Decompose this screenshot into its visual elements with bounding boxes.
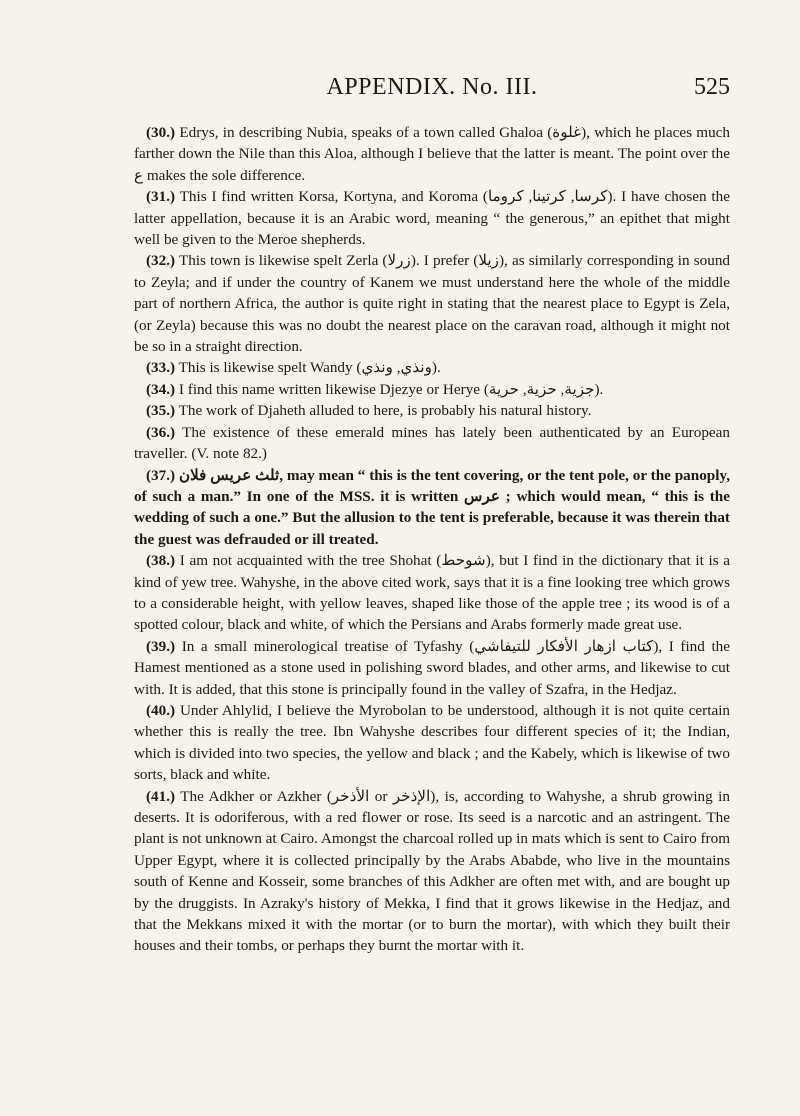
note-text: I am not acquainted with the tree Shohat (شوحط), but I find in the dictionary that it is a kind of yew tree. Wahyshe, in the above cited work, says that it is a fine looking tree which grows to a considerable height, with yellow leaves, shaped like those of the apple tree ; its wood is of a spotted colour, black and white, of which the Persians and Arabs formerly made great use. <box>134 552 730 634</box>
note-number: (30.) <box>146 124 176 141</box>
note-32 <box>134 250 730 357</box>
note-38 <box>134 550 730 636</box>
running-header <box>134 72 730 102</box>
note-30 <box>134 122 730 186</box>
note-number: (39.) <box>146 637 176 655</box>
note-39 <box>134 636 730 700</box>
note-number: (33.) <box>146 359 176 377</box>
note-36 <box>134 422 730 465</box>
page-number: 525 <box>694 74 730 100</box>
note-text: This I find written Korsa, Kortyna, and Koroma (كرسا, كرتينا, كروما). I have chosen the latter appellation, because it is an Arabic word, meaning “ the generous,” an epithet that might well be given to the Meroe shepherds. <box>134 188 730 249</box>
notes-body <box>134 122 730 1097</box>
note-number: (37.) <box>146 466 176 484</box>
note-37 <box>134 465 730 551</box>
note-text: ثلث عريس فلان, may mean “ this is the tent covering, or the tent pole, or the panoply, of such a man.” In one of the MSS. it is written عرس ; which would mean, “ this is the wedding of such a one.” But the allusion to the tent is preferable, because it was therein that the guest was defrauded or ill treated. <box>134 466 730 548</box>
note-number: (31.) <box>146 188 176 206</box>
note-text: This is likewise spelt Wandy (ونذي, ونذي). <box>178 359 441 377</box>
note-number: (35.) <box>146 402 176 420</box>
header-title: APPENDIX. No. III. <box>326 74 538 100</box>
note-text: I find this name written likewise Djezye or Herye (جزية, حزية, حرية). <box>178 380 604 398</box>
note-41 <box>134 786 730 957</box>
note-number: (36.) <box>146 423 176 441</box>
note-text: Edrys, in describing Nubia, speaks of a town called Ghaloa (غلوة), which he places much farther down the Nile than this Aloa, although I believe that the latter is meant. The point over the ع makes the sole difference. <box>134 124 730 184</box>
note-number: (38.) <box>146 552 176 570</box>
note-text: The work of Djaheth alluded to here, is probably his natural history. <box>178 402 592 420</box>
note-number: (41.) <box>146 787 176 805</box>
note-33 <box>134 357 730 378</box>
note-number: (32.) <box>146 252 176 270</box>
note-number: (34.) <box>146 380 176 398</box>
note-31 <box>134 186 730 250</box>
note-text: In a small minerological treatise of Tyfashy (كتاب ازهار الأفكار للتيفاشي), I find the Hamest mentioned as a stone used in polishing sword blades, and other arms, and likewise to cut with. It is added, that this stone is principally found in the valley of Szafra, in the Hedjaz. <box>134 637 730 698</box>
note-text: The existence of these emerald mines has lately been authenticated by an European traveller. (V. note 82.) <box>134 423 730 463</box>
note-number: (40.) <box>146 701 176 719</box>
note-text: This town is likewise spelt Zerla (زرلا). I prefer (زيلا), as similarly corresponding in sound to Zeyla; and if under the country of Kanem we must understand here the whole of the middle part of northern Africa, the author is quite right in stating that the nearest place to Egypt is Zela, (or Zeyla) because this was no doubt the nearest place on the caravan road, although it might not be so in a straight direction. <box>134 252 730 356</box>
note-34 <box>134 379 730 400</box>
note-text: Under Ahlylid, I believe the Myrobolan to be understood, although it is not quite certain whether this is really the tree. Ibn Wahyshe describes four different species of it; the Indian, which is divided into two species, the yellow and black ; and the Kabely, which is likewise of two sorts, black and white. <box>134 701 730 784</box>
note-40 <box>134 700 730 786</box>
note-text: The Adkher or Azkher (الأذخر or الإذخر), is, according to Wahyshe, a shrub growing in deserts. It is odoriferous, with a red flower or rose. Its seed is a narcotic and an astringent. The plant is not unknown at Cairo. Amongst the charcoal rolled up in mats which is sent to Cairo from Upper Egypt, where it is collected principally by the Arabs Ababde, who live in the mountains south of Kenne and Kosseir, some branches of this Adkher are often met with, and are bought up by the druggists. In Azraky's history of Mekka, I find that it grows likewise in the Hedjaz, and that the Mekkans mixed it with the mortar (or to burn the mortar), with which they built their houses and their tombs, or perhaps they burnt the mortar with it. <box>134 787 730 955</box>
note-35 <box>134 400 730 421</box>
